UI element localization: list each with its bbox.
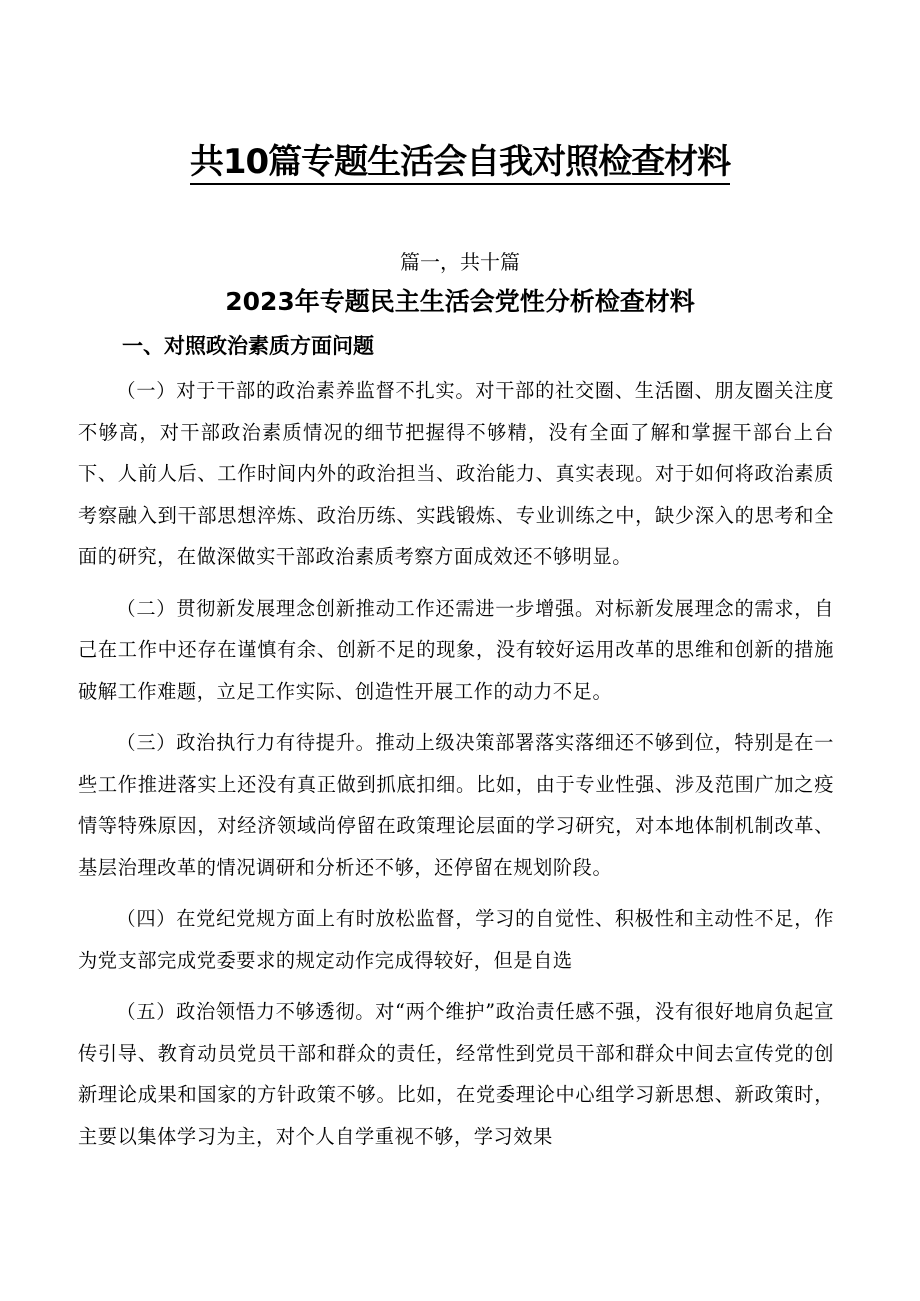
section-title: 2023年专题民主生活会党性分析检查材料	[225, 287, 695, 316]
paragraph-3: （三）政治执行力有待提升。推动上级决策部署落实落细还不够到位，特别是在一些工作推进落实上还没有真正做到抓底扣细。比如，由于专业性强、涉及范围广加之疫情等特殊原因，对经济领域尚停留在政策理论层面的学习研究，对本地体制机制改革、基层治理改革的情况调研和分析还不够，还停留在规划阶段。	[78, 731, 834, 879]
paragraph-2: （二）贯彻新发展理念创新推动工作还需进一步增强。对标新发展理念的需求，自己在工作中还存在谨慎有余、创新不足的现象，没有较好运用改革的思维和创新的措施破解工作难题，立足工作实际、创造性开展工作的动力不足。	[78, 596, 834, 703]
heading-political-quality: 一、对照政治素质方面问题	[122, 334, 374, 358]
document-title-text: 共10篇专题生活会自我对照检查材料	[190, 142, 730, 185]
document-title	[0, 138, 920, 186]
document-body	[78, 370, 834, 1167]
paragraph-1: （一）对于干部的政治素养监督不扎实。对干部的社交圈、生活圈、朋友圈关注度不够高，对干部政治素质情况的细节把握得不够精，没有全面了解和掌握干部台上台下、人前人后、工作时间内外的政治担当、政治能力、真实表现。对于如何将政治素质考察融入到干部思想淬炼、政治历练、实践锻炼、专业训练之中，缺少深入的思考和全面的研究，在做深做实干部政治素质考察方面成效还不够明显。	[78, 379, 834, 568]
section-label: 篇一，共十篇	[400, 250, 520, 274]
paragraph-5: （五）政治领悟力不够透彻。对“两个维护”政治责任感不强，没有很好地肩负起宣传引导、教育动员党员干部和群众的责任，经常性到党员干部和群众中间去宣传党的创新理论成果和国家的方针政策不够。比如，在党委理论中心组学习新思想、新政策时，主要以集体学习为主，对个人自学重视不够，学习效果	[78, 1000, 834, 1148]
paragraph-4: （四）在党纪党规方面上有时放松监督，学习的自觉性、积极性和主动性不足，作为党支部完成党委要求的规定动作完成得较好，但是自选	[78, 907, 834, 972]
